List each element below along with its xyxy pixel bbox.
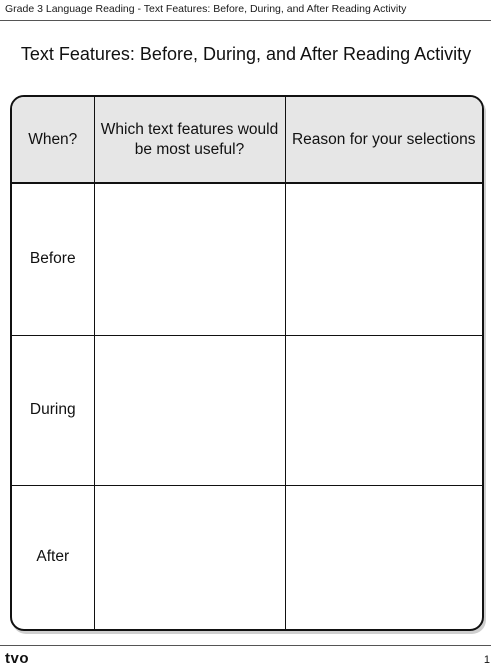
before-features-cell[interactable] (94, 183, 285, 335)
after-features-cell[interactable] (94, 485, 285, 629)
tvo-logo: tvo (5, 650, 29, 667)
column-header-when: When? (12, 97, 94, 183)
row-label-during: During (12, 335, 94, 485)
worksheet-table (10, 95, 484, 631)
column-header-reason: Reason for your selections (285, 97, 482, 183)
page-number: 1 (483, 654, 490, 666)
header-divider (0, 20, 491, 21)
row-label-after: After (12, 485, 94, 629)
page-title: Text Features: Before, During, and After Reading Activity (20, 44, 472, 64)
during-features-cell[interactable] (94, 335, 285, 485)
during-reason-cell[interactable] (285, 335, 482, 485)
column-header-text-features: Which text features would be most useful? (94, 97, 285, 183)
footer-divider (0, 645, 491, 646)
row-label-before: Before (12, 183, 94, 335)
before-reason-cell[interactable] (285, 183, 482, 335)
after-reason-cell[interactable] (285, 485, 482, 629)
running-header: Grade 3 Language Reading - Text Features: Before, During, and After Reading Activity (5, 3, 407, 15)
